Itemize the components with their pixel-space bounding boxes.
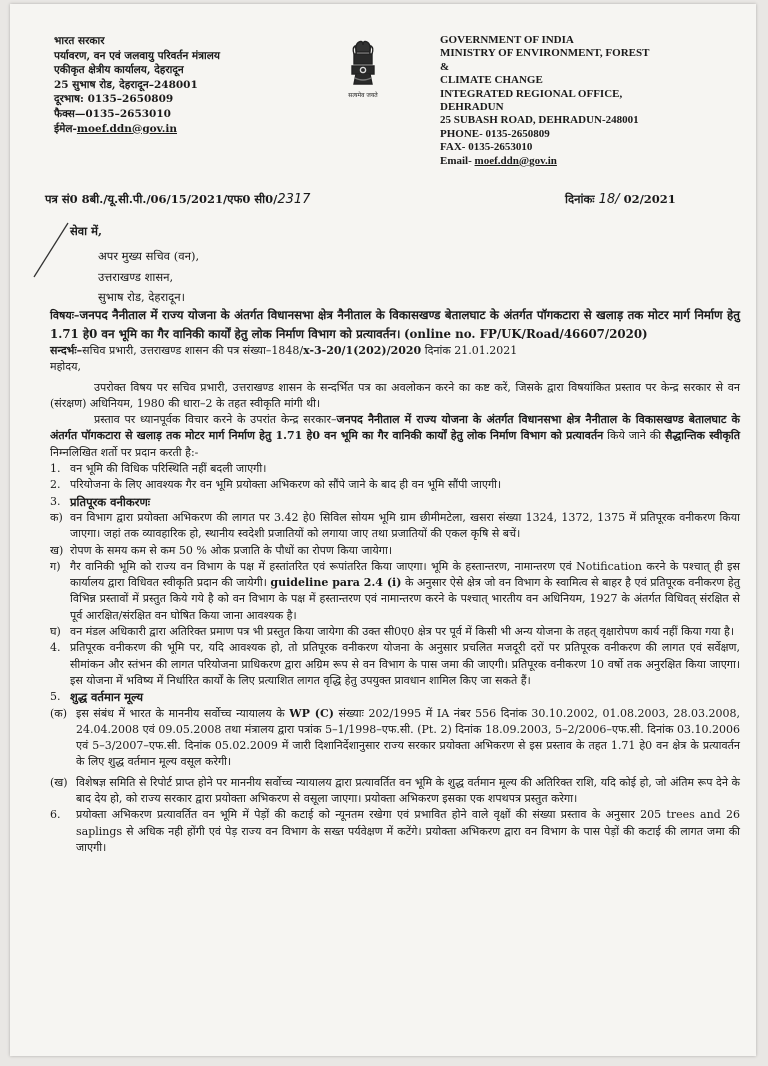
condition-1: 1. वन भूमि की विधिक परिस्थिति नहीं बदली जाएगी। [50,462,267,476]
hindi-office-line: एकीकृत क्षेत्रीय कार्यालय, देहरादून [54,64,184,77]
addressee-line-1: अपर मुख्य सचिव (वन), [98,249,200,263]
subject: विषयः–जनपद नैनीताल में राज्य योजना के अंतर्गत विधानसभा क्षेत्र नैनीताल के विकासखण्ड बेतालघाट के अंतर्गत पॉगकटारा से खलाड़ तक मोटर मार्ग निर्माण हेतु 1.71 हे0 वन भूमि का गैर वानिकी कार्यों हेतु लोक निर्माण विभाग को प्रत्यावर्तन। (online no. FP/UK/Road/46607/2020) [50,308,740,341]
salutation: महोदय, [50,360,81,374]
addressee-line-3: सुभाष रोड, देहरादून। [98,290,186,304]
hindi-email-link[interactable]: moef.ddn@gov.in [76,122,177,135]
addressee-line-2: उत्तराखण्ड शासन, [98,269,174,284]
condition-5-heading: 5. शुद्ध वर्तमान मूल्य [50,690,144,705]
letter-body [50,306,740,856]
sandarbh: सन्दर्भः–सचिव प्रभारी, उत्तराखण्ड शासन की पत्र संख्या–1848/x-3-20/1(202)/2020 दिनांक 21.01.2021 [50,344,518,357]
condition-3-heading: 3. प्रतिपूरक वनीकरणः [50,494,151,509]
date-handwritten: 18/ [598,192,620,207]
condition-5-ka: (क) इस संबंध में भारत के माननीय सर्वोच्च न्यायालय के WP (C) संख्याः 202/1995 में IA नंबर 556 दिनांक 30.10.2002, 01.08.2003, 28.03.2008, 24.04.2008 एवं 09.05.2008 तथा मंत्रालय द्वारा पत्रांक 5–1/1998–एफ.सी. (Pt. 2) दिनांक 18.09.2003, 5–2/2006–एफ.सी. दिनांक 03.10.2006 एवं 5–3/2007–एफ.सी. दिनांक 05.02.2009 में जारी दिशानिर्देशानुसार राज्य सरकार प्रयोक्ता अभिकरण से इस प्रस्ताव के तहत 1.71 हे0 वन क्षेत्र के प्रत्यावर्तन के लिए शुद्ध वर्तमान मूल्य वसूल करेगी। [50,706,741,769]
hindi-ministry-line: पर्यावरण, वन एवं जलवायु परिवर्तन मंत्रालय [54,49,220,62]
english-email-line: Email- moef.ddn@gov.in [440,154,557,167]
english-climate-line: CLIMATE CHANGE [440,74,543,87]
condition-3-ga: ग) गैर वानिकी भूमि को राज्य वन विभाग के पक्ष में हस्तांतरित एवं रूपांतरित किया जाएगा। भूमि के हस्तान्तरण, नामान्तरण एवं Notification करने के पश्चात् ही इस कार्यालय द्वारा विधिवत स्वीकृति प्रदान की जायेगी। guideline para 2.4 (i) के अनुसार ऐसे क्षेत्र जो वन विभाग के स्वामित्व से बाहर है एवं प्रतिपूरक वनीकरण हेतु विभिन्न प्रस्तावों में प्रस्तुत किये गये है को वन विभाग के पक्ष में हस्तान्तरण एवं नामान्तरण करने के पश्चात् भारतीय वन अधिनियम, 1927 के अंतर्गत विधिवत् संरक्षित से पूर्व आरक्षित/संरक्षित वन घोषित किया जाना आवश्यक है। [50,559,740,622]
english-city-line: DEHRADUN [440,101,504,114]
condition-3-kha: ख) रोपण के समय कम से कम 50 % ओक प्रजाति के पौधों का रोपण किया जायेगा। [50,543,392,557]
online-number: (online no. FP/UK/Road/46607/2020) [403,326,648,341]
english-email-link[interactable]: moef.ddn@gov.in [474,154,557,167]
english-ampersand: & [440,60,450,73]
english-phone-line: PHONE- 0135-2650809 [440,127,550,140]
addressee-block [98,246,199,308]
hindi-phone-line: दूरभाष: 0135–2650809 [54,93,174,106]
emblem-motto: सत्यमेव जयते [348,92,378,99]
subject-text: जनपद नैनीताल में राज्य योजना के अंतर्गत विधानसभा क्षेत्र नैनीताल के विकासखण्ड बेतालघाट के अंतर्गत पॉगकटारा से खलाड़ तक मोटर मार्ग निर्माण हेतु 1.71 हे0 वन भूमि का गैर वानिकी कार्यों हेतु लोक निर्माण विभाग को प्रत्यावर्तन। [50,308,740,341]
english-address-line: 25 SUBASH ROAD, DEHRADUN-248001 [440,114,639,127]
letter-page [10,4,756,1056]
english-office-line: INTEGRATED REGIONAL OFFICE, [440,87,623,100]
letter-date: दिनांकः 18/ 02/2021 [565,192,676,207]
letterhead-english [440,34,750,168]
hindi-govt-line: भारत सरकार [54,35,105,47]
english-govt-line: GOVERNMENT OF INDIA [440,34,574,46]
hindi-email-line: ईमेल-moef.ddn@gov.in [54,122,177,135]
english-fax-line: FAX- 0135-2653010 [440,141,533,154]
condition-3-ka: क) वन विभाग द्वारा प्रयोक्ता अभिकरण की लागत पर 3.42 हे0 सिविल सोयम भूमि ग्राम छीमीमटेला, खसरा संख्या 1324, 1372, 1375 में प्रतिपूरक वनीकरण किया जाएगा। जहां तक व्यावहारिक हो, स्थानीय स्वदेशी प्रजातियों को लगाया जाए तथा प्रजातियों की एकल कृषि से बचें। [50,510,740,541]
letter-number: पत्र सं0 8बी./यू.सी.पी./06/15/2021/एफ0 सी0/ [45,192,278,206]
hindi-fax-line: फैक्स—0135–2653010 [54,107,171,120]
lion-capital-icon [346,38,380,90]
paragraph-1: उपरोक्त विषय पर सचिव प्रभारी, उत्तराखण्ड शासन के सन्दर्भित पत्र का अवलोकन करने का कष्ट करें, जिसके द्वारा विषयांकित प्रस्ताव पर केन्द्र सरकार से वन (संरक्षण) अधिनियम, 1980 की धारा–2 के तहत स्वीकृति मांगी थी। [50,380,740,410]
reference-line [45,192,745,207]
national-emblem [342,38,384,102]
paragraph-2: प्रस्ताव पर ध्यानपूर्वक विचार करने के उपरांत केन्द्र सरकार–जनपद नैनीताल में राज्य योजना के अंतर्गत विधानसभा क्षेत्र नैनीताल के विकासखण्ड बेतालघाट के अंतर्गत पॉगकटारा से खलाड़ तक मोटर मार्ग निर्माण हेतु 1.71 हे0 वन भूमि का गैर वानिकी कार्यों हेतु लोक निर्माण विभाग को प्रत्यावर्तन किये जाने की सैद्धान्तिक स्वीकृति निम्नलिखित शर्तो पर प्रदान करती है:- [50,413,741,459]
letterhead-hindi [54,34,354,136]
sandarbh-ref: x-3-20/1(202)/2020 [303,344,422,357]
condition-4: 4. प्रतिपूरक वनीकरण की भूमि पर, यदि आवश्यक हो, तो प्रतिपूरक वनीकरण योजना के अनुसार प्रचलित मजदूरी दरों पर प्रतिपूरक वनीकरण की लागत एवं सर्वेक्षण, सीमांकन और स्तंभन की लागत परियोजना प्राधिकरण द्वारा अग्रिम रूप से वन विभाग के पास जमा की जाएगी। प्रतिपूरक वनीकरण 10 वर्षो तक अनुरक्षित किया जाएगा। इस योजना में भविष्य में निर्धारित कार्यों के लिए प्रत्याशित लागत वृद्धि हेतु उपयुक्त प्रावधान शामिल किए जा सकते हैं। [50,641,740,687]
english-ministry-line: MINISTRY OF ENVIRONMENT, FOREST [440,47,650,60]
hindi-address-line: 25 सुभाष रोड, देहरादून–248001 [54,78,198,91]
condition-2: 2. परियोजना के लिए आवश्यक गैर वन भूमि प्रयोक्ता अभिकरण को सौंपे जाने के बाद ही वन भूमि सौंपी जाएगी। [50,478,502,492]
letter-number-handwritten: 2317 [277,192,311,207]
condition-6: 6. प्रयोक्ता अभिकरण प्रत्यावर्तित वन भूमि में पेड़ों की कटाई को न्यूनतम रखेगा एवं प्रभावित होने वाले वृक्षों की संख्या प्रस्ताव के अनुसार 205 trees and 26 saplings से अधिक नही होंगी एवं पेड़ राज्य वन विभाग के सख्त पर्यवेक्षण में कटेंगे। प्रयोक्ता अभिकरण द्वारा वन विभाग के पास पेड़ों की कटाई की लागत जमा की जाएगी। [50,808,740,854]
condition-5-kha: (ख) विशेषज्ञ समिति से रिपोर्ट प्राप्त होने पर माननीय सर्वोच्च न्यायालय द्वारा प्रत्यावर्तित वन भूमि के शुद्ध वर्तमान मूल्य की अतिरिक्त राशि, यदि कोई हो, जो अंतिम रूप देने के बाद देय हो, को राज्य सरकार द्वारा प्रयोक्ता अभिकरण से वसूला जाएगा। प्रयोक्ता अभिकरण इसका एक शपथपत्र प्रस्तुत करेगा। [50,775,740,806]
addressee-greeting: सेवा में, [70,224,103,238]
condition-3-gha: घ) वन मंडल अधिकारी द्वारा अतिरिक्त प्रमाण पत्र भी प्रस्तुत किया जायेगा की उक्त सी0ए0 क्षेत्र पर पूर्व में किसी भी अन्य योजना के तहत् वृक्षारोपण कार्य नहीं किया गया है। [50,625,735,639]
